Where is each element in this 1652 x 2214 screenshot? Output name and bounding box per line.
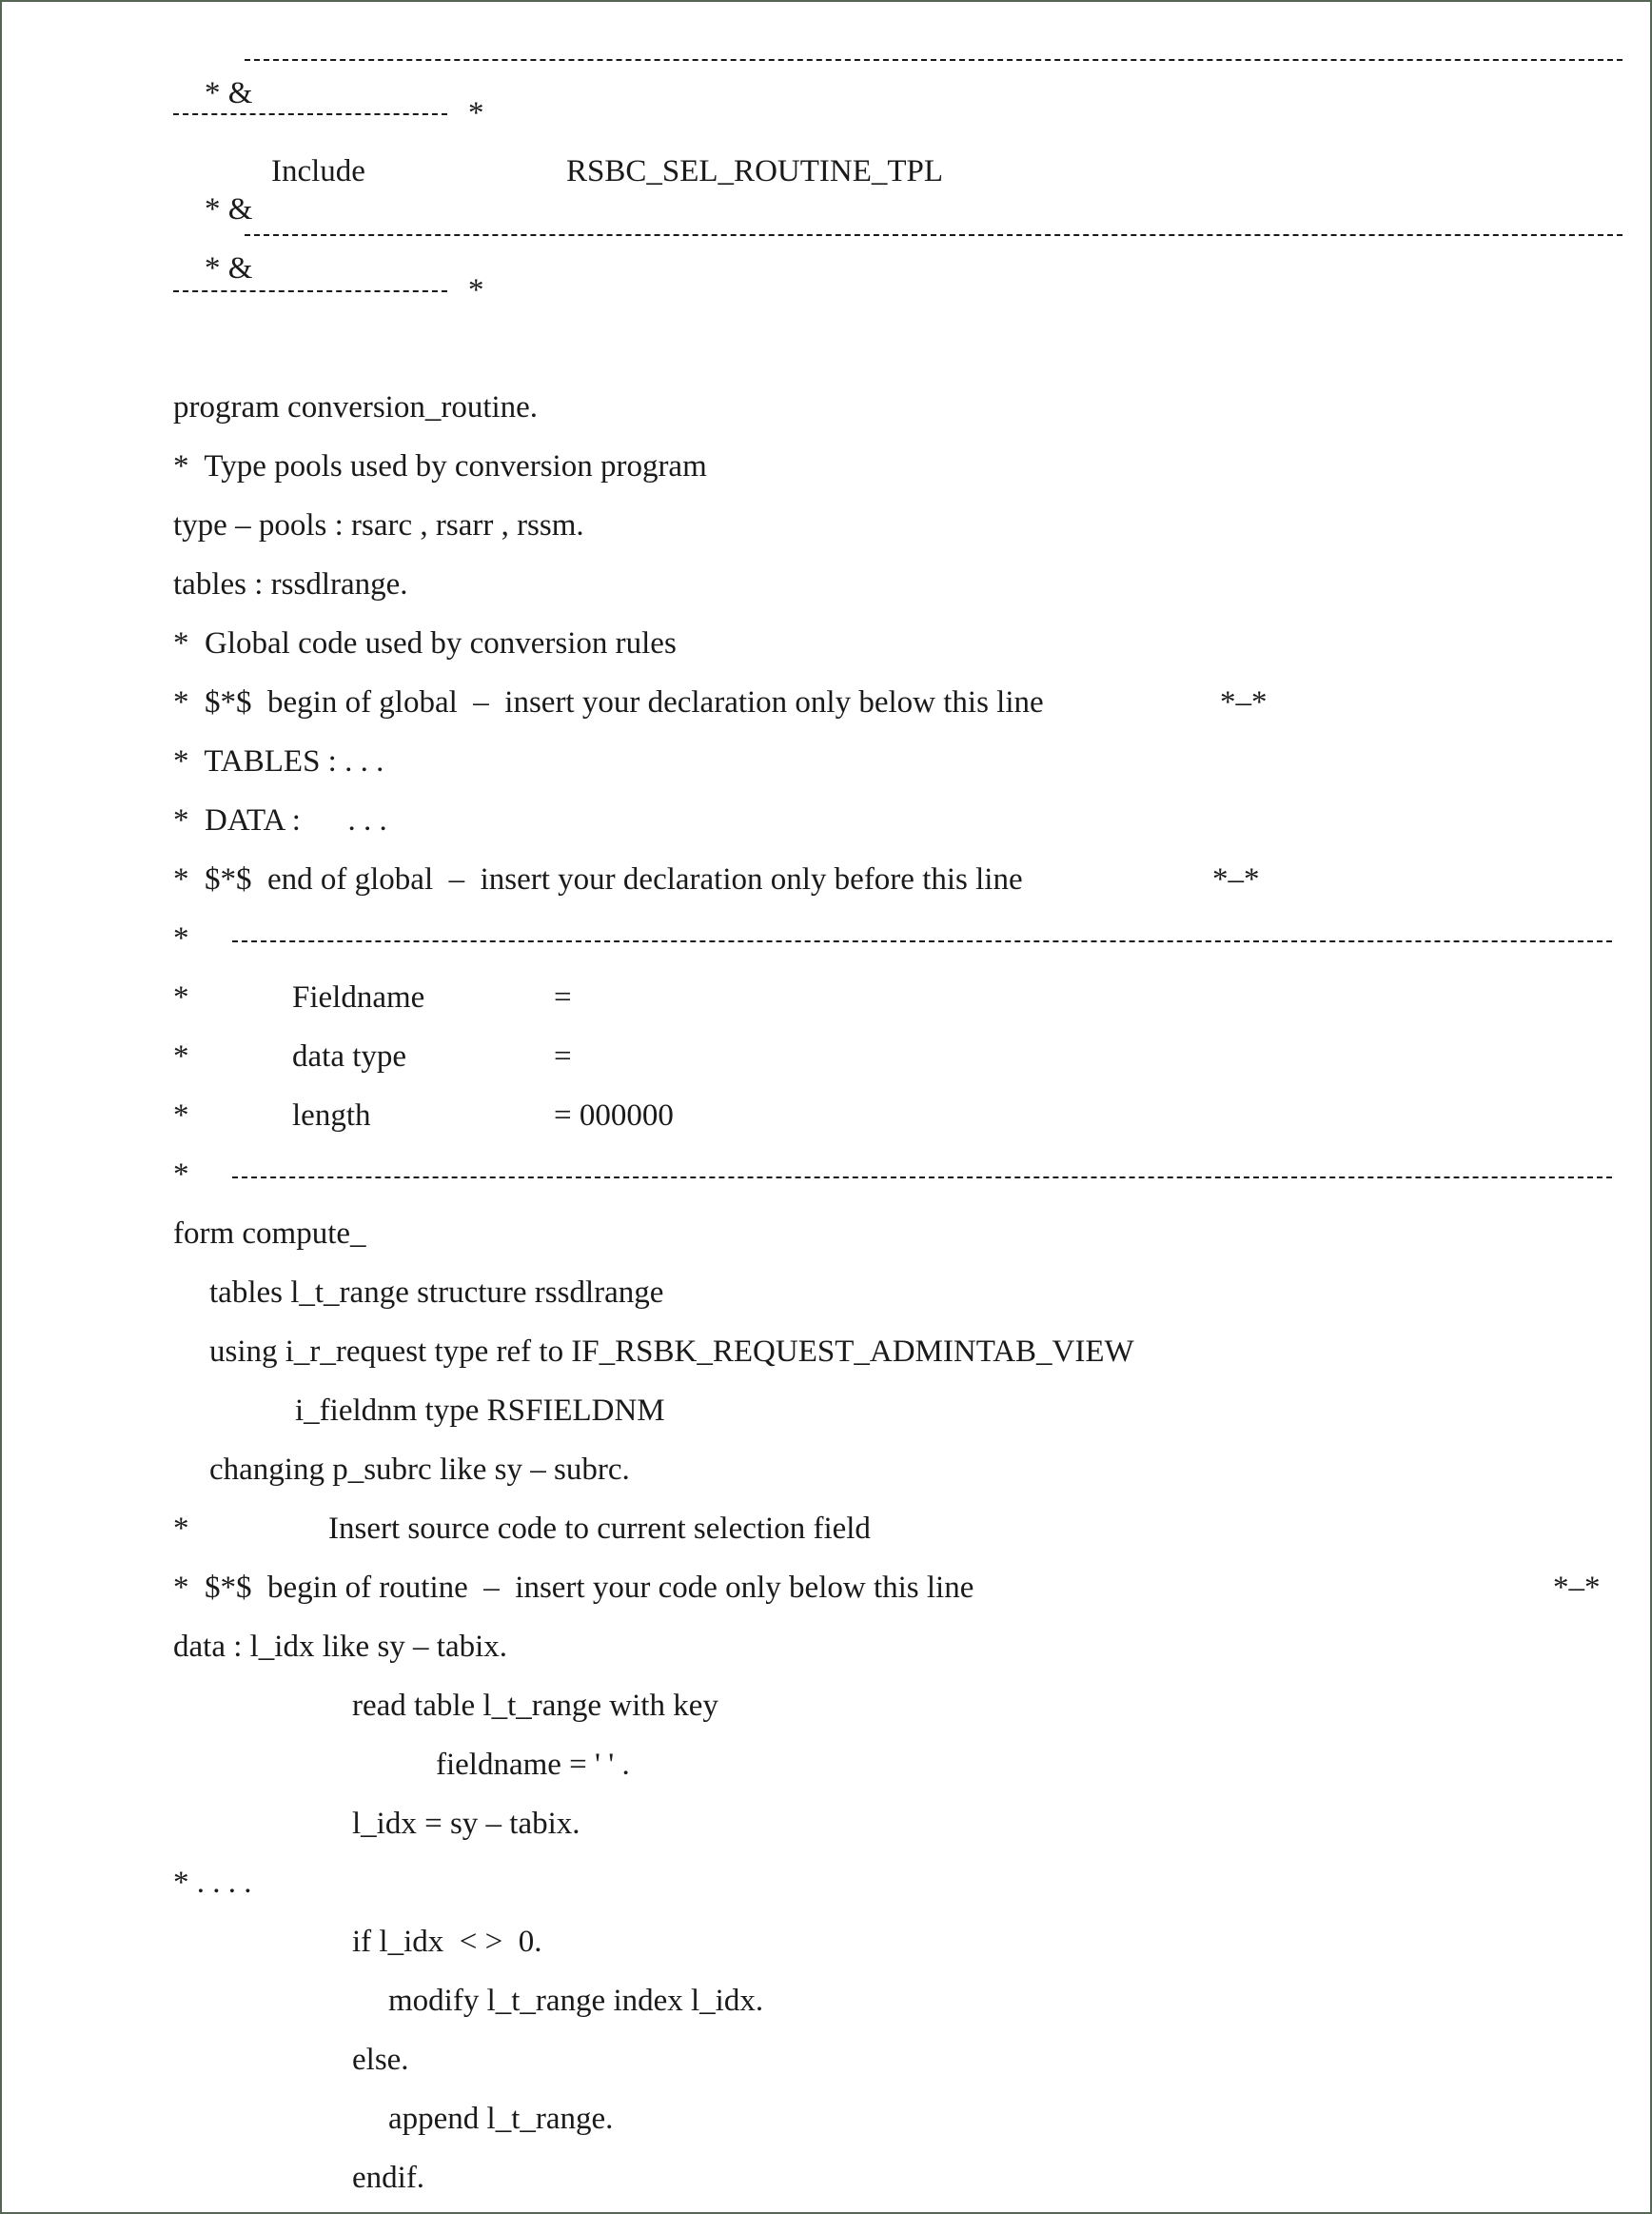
comment-begin-global-end: *–* (1220, 685, 1268, 720)
header-rule-1-end: * (468, 96, 484, 130)
comment-begin-routine: * $*$ begin of routine – insert your code only below this line (173, 1571, 974, 1605)
code-read-table: read table l_t_range with key (352, 1689, 718, 1723)
datatype-star: * (173, 1039, 189, 1074)
comment-tables: * TABLES : . . . (173, 744, 384, 779)
code-endif: endif. (352, 2161, 425, 2195)
code-data-idx: data : l_idx like sy – tabix. (173, 1630, 508, 1664)
comment-type-pools: * Type pools used by conversion program (173, 449, 707, 484)
header-rule-1b-dashes (173, 113, 447, 115)
header-rule-3b-dashes (173, 290, 447, 292)
header-rule-3-end: * (468, 273, 484, 307)
fieldname-eq: = (554, 980, 572, 1015)
length-label: length (292, 1098, 371, 1133)
comment-insert: Insert source code to current selection field (328, 1512, 871, 1546)
code-tables-range: tables l_t_range structure rssdlrange (209, 1275, 664, 1310)
code-else: else. (352, 2043, 409, 2077)
comment-begin-routine-end: *–* (1553, 1571, 1601, 1605)
header-rule-3-prefix: * & (205, 251, 253, 286)
include-keyword: Include (271, 154, 365, 188)
comment-end-global: * $*$ end of global – insert your declaration only before this line (173, 862, 1023, 897)
fieldname-star: * (173, 980, 189, 1015)
separator-1-dashes (232, 940, 1612, 942)
code-fieldnm: i_fieldnm type RSFIELDNM (295, 1394, 665, 1428)
header-rule-3-dashes (245, 234, 1622, 236)
fieldname-label: Fieldname (292, 980, 425, 1015)
code-type-pools: type – pools : rsarc , rsarr , rssm. (173, 508, 584, 543)
code-tables: tables : rssdlrange. (173, 567, 408, 602)
comment-data: * DATA : . . . (173, 803, 387, 838)
datatype-label: data type (292, 1039, 407, 1074)
code-program: program conversion_routine. (173, 390, 539, 425)
include-name: RSBC_SEL_ROUTINE_TPL (566, 154, 944, 188)
code-fieldname-key: fieldname = ' ' . (436, 1748, 630, 1782)
comment-end-global-end: *–* (1212, 862, 1260, 897)
comment-begin-global: * $*$ begin of global – insert your declaration only below this line (173, 685, 1044, 720)
header-rule-1-dashes (245, 59, 1622, 61)
separator-1-star: * (173, 921, 189, 956)
header-rule-3 (173, 211, 253, 286)
code-append: append l_t_range. (388, 2102, 614, 2136)
length-star: * (173, 1098, 189, 1133)
code-form: form compute_ (173, 1216, 366, 1251)
code-l-idx-assign: l_idx = sy – tabix. (352, 1807, 580, 1841)
header-rule-1-prefix: * & (205, 76, 253, 110)
datatype-eq: = (554, 1039, 572, 1074)
code-changing: changing p_subrc like sy – subrc. (209, 1453, 630, 1487)
length-eq: = 000000 (554, 1098, 674, 1133)
header-rule-1 (173, 36, 253, 110)
separator-2-dashes (232, 1176, 1612, 1178)
code-using: using i_r_request type ref to IF_RSBK_REQUEST_ADMINTAB_VIEW (209, 1334, 1134, 1369)
comment-global-code: * Global code used by conversion rules (173, 626, 677, 661)
code-if-idx: if l_idx < > 0. (352, 1925, 542, 1959)
include-line (173, 152, 253, 227)
include-prefix: * & (205, 192, 253, 227)
separator-2-star: * (173, 1157, 189, 1192)
comment-insert-star: * (173, 1512, 189, 1546)
comment-dots: * . . . . (173, 1866, 252, 1900)
code-modify: modify l_t_range index l_idx. (388, 1984, 764, 2018)
